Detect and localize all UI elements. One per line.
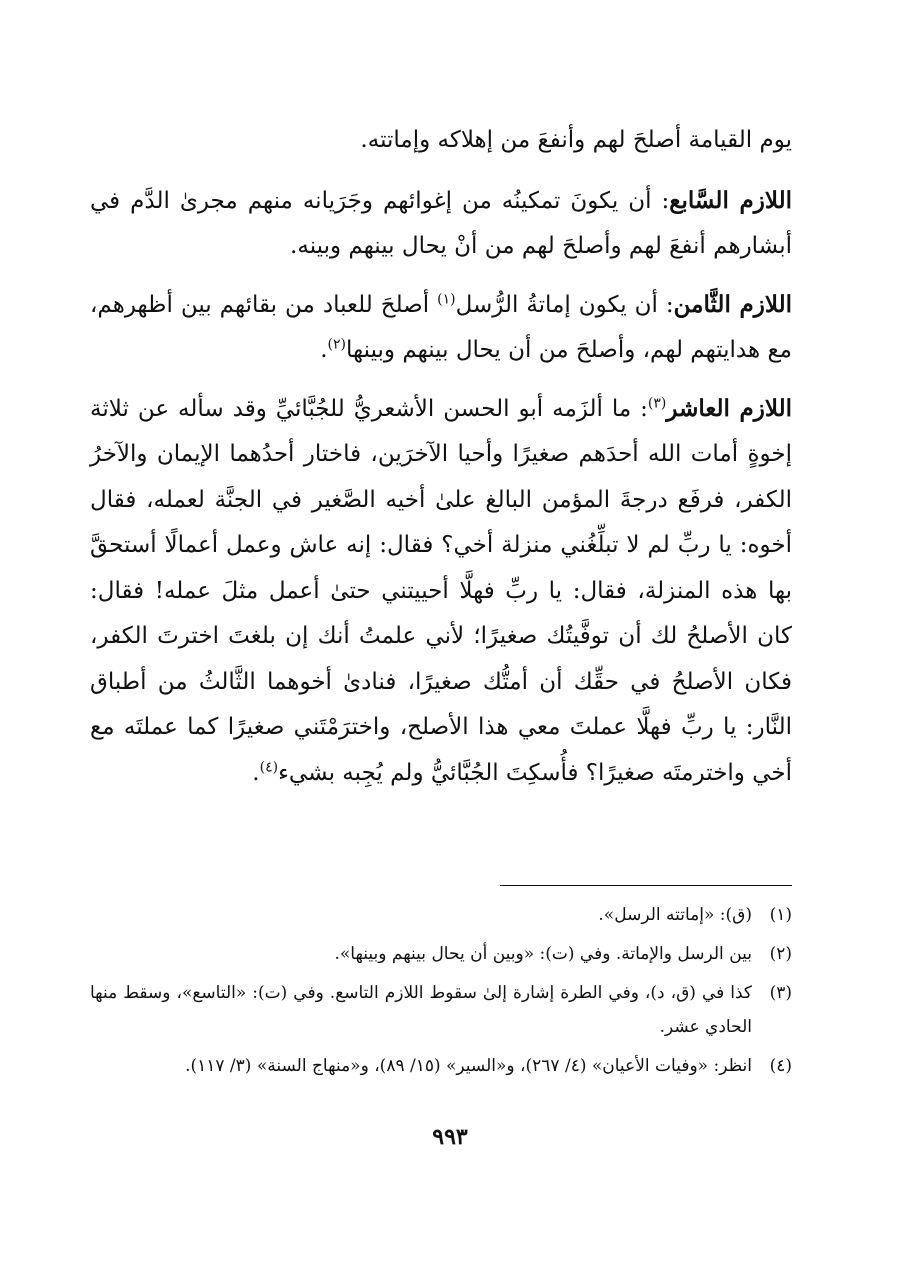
paragraph-text: أصلحَ للعباد من بقائهم بين أظهرهم، مع هدايتهم لهم، وأصلحَ من أن يحال بينهم وبينها (90, 291, 792, 363)
paragraph-text: . (320, 337, 328, 363)
footnote-number: (٢) (769, 944, 792, 964)
lazim-tenth-heading: اللازم العاشر (666, 394, 792, 422)
lazim-seventh-heading: اللازم السَّابع (669, 186, 792, 214)
footnote-item (90, 937, 792, 971)
paragraph-text: . (252, 759, 260, 786)
footnote-number: (٤) (769, 1056, 792, 1076)
footnote-item (90, 1049, 792, 1083)
paragraph-text: : ما ألزَمه أبو الحسن الأشعريُّ للجُبَّائيِّ وقد سأله عن ثلاثة إخوةٍ أمات الله أحدَهم صغيرًا وأحيا الآخرَين، فاختار أحدُهما الإيمان والآخرُ الكفر، فرفَع درجةَ المؤمن البالغ علىٰ أخيه الصَّغير في الجنَّة لعمله، فقال أخوه: يا ربِّ لم لا تبلِّغُني منزلة أخي؟ فقال: إنه عاش وعمل أعمالًا أستحقَّ بها هذه المنزلة، فقال: يا ربِّ فهلَّا أحييتني حتىٰ أعمل مثلَ عمله! فقال: كان الأصلحُ لك أن توفَّيتُك صغيرًا؛ لأني علمتُ أنك إن بلغتَ اخترتَ الكفر، فكان الأصلحُ في حقِّك أن أمتُّك صغيرًا، فنادىٰ أخوهما الثَّالثُ من أطباق النَّار: يا ربِّ فهلَّا عملتَ معي هذا الأصلح، واخترَمْتَني صغيرًا كما عملتَه مع أخي واخترمتَه صغيرًا؟ فأُسكِتَ الجُبَّائيُّ ولم يُجِبه بشيء (90, 395, 792, 786)
footnotes (90, 898, 792, 1088)
footnote-text: كذا في (ق، د)، وفي الطرة إشارة إلىٰ سقوط اللازم التاسع. وفي (ت): «التاسع»، وسقط منها الحادي عشر. (90, 983, 752, 1037)
paragraph-continued (90, 118, 792, 164)
main-text (90, 118, 792, 808)
footnote-text: انظر: «وفيات الأعيان» (٤/ ٢٦٧)، و«السير» (١٥/ ٨٩)، و«منهاج السنة» (٣/ ١١٧). (185, 1056, 752, 1076)
paragraph-text: يوم القيامة أصلحَ لهم وأنفعَ من إهلاكه وإماتته. (360, 127, 792, 153)
footnote-ref-2[interactable]: (٢) (327, 336, 347, 353)
footnote-divider (500, 885, 792, 886)
paragraph-lazim-seventh (90, 178, 792, 270)
footnote-text: (ق): «إماتته الرسل». (598, 905, 752, 925)
footnote-text: بين الرسل والإماتة. وفي (ت): «وبين أن يحال بينهم وبينها». (334, 944, 752, 964)
footnote-ref-3[interactable]: (٣) (647, 394, 667, 411)
paragraph-lazim-tenth (90, 386, 792, 797)
footnote-number: (١) (769, 905, 792, 925)
footnote-item (90, 898, 792, 932)
paragraph-text: : أن يكونَ تمكينُه من إغوائهم وجَرَيانه منهم مجرىٰ الدَّم في أبشارهم أنفعَ لهم وأصلحَ لهم من أنْ يحال بينهم وبينه. (90, 187, 792, 259)
page-number: ٩٩٣ (432, 1124, 468, 1150)
footnote-number: (٣) (769, 983, 792, 1003)
lazim-eighth-heading: اللازم الثَّامن (673, 290, 792, 318)
paragraph-text: : أن يكون إماتةُ الرُّسل (455, 291, 674, 318)
footnote-item (90, 976, 792, 1044)
footnote-ref-1[interactable]: (١) (437, 290, 456, 307)
footnote-ref-4[interactable]: (٤) (259, 758, 279, 775)
paragraph-lazim-eighth (90, 282, 792, 374)
